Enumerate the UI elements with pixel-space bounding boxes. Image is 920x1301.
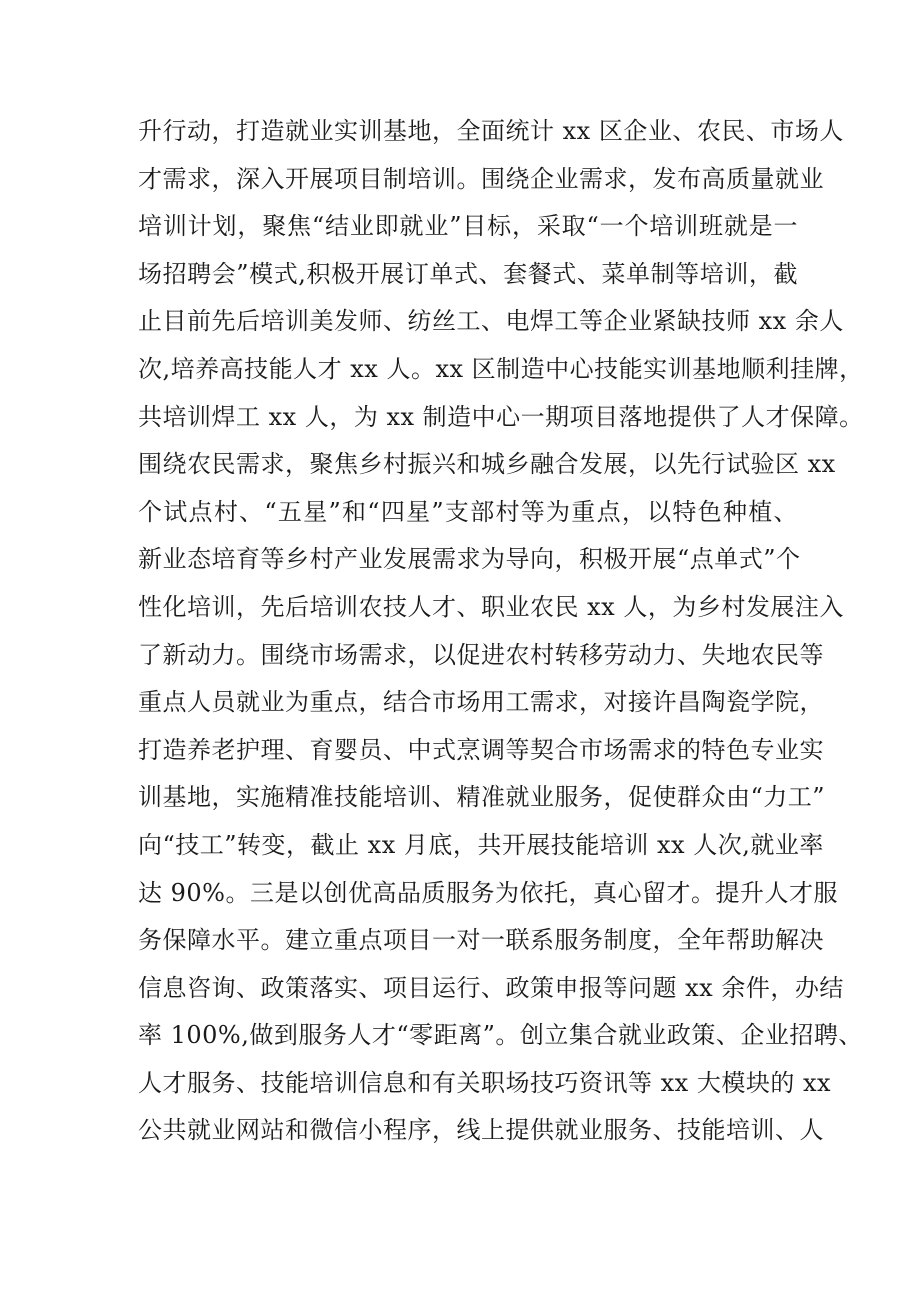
- text-line: 场招聘会”模式,积极开展订单式、套餐式、菜单制等培训，截: [138, 259, 798, 288]
- text-line: 务保障水平。建立重点项目一对一联系服务制度，全年帮助解决: [138, 926, 824, 955]
- text-line: 重点人员就业为重点，结合市场用工需求，对接许昌陶瓷学院，: [138, 688, 824, 717]
- text-line: 升行动，打造就业实训基地，全面统计 xx 区企业、农民、市场人: [138, 117, 844, 145]
- text-line: 向“技工”转变，截止 xx 月底，共开展技能培训 xx 人次,就业率: [138, 830, 824, 859]
- text-line: 新业态培育等乡村产业发展需求为导向，积极开展“点单式”个: [138, 545, 801, 574]
- text-line: 次,培养高技能人才 xx 人。xx 区制造中心技能实训基地顺利挂牌，: [138, 354, 864, 383]
- text-line: 了新动力。围绕市场需求，以促进农村转移劳动力、失地农民等: [138, 640, 824, 669]
- text-line: 人才服务、技能培训信息和有关职场技巧资讯等 xx 大模块的 xx: [138, 1068, 832, 1097]
- text-line: 达 90%。三是以创优高品质服务为依托，真心留才。提升人才服: [138, 878, 838, 907]
- text-line: 公共就业网站和微信小程序，线上提供就业服务、技能培训、人: [138, 1116, 824, 1145]
- text-line: 信息咨询、政策落实、项目运行、政策申报等问题 xx 余件，办结: [138, 973, 844, 1002]
- text-line: 止目前先后培训美发师、纺丝工、电焊工等企业紧缺技师 xx 余人: [138, 307, 844, 336]
- text-line: 率 100%,做到服务人才“零距离”。创立集合就业政策、企业招聘、: [138, 1021, 863, 1050]
- text-line: 围绕农民需求，聚焦乡村振兴和城乡融合发展，以先行试验区 xx: [138, 450, 836, 479]
- text-line: 共培训焊工 xx 人，为 xx 制造中心一期项目落地提供了人才保障。: [138, 402, 864, 431]
- text-line: 培训计划，聚焦“结业即就业”目标，采取“一个培训班就是一: [138, 212, 798, 241]
- text-line: 个试点村、“五星”和“四星”支部村等为重点，以特色种植、: [138, 497, 798, 526]
- text-line: 性化培训，先后培训农技人才、职业农民 xx 人，为乡村发展注入: [138, 592, 844, 621]
- text-line: 才需求，深入开展项目制培训。围绕企业需求，发布高质量就业: [138, 164, 824, 193]
- body-paragraph: [138, 108, 864, 1155]
- text-line: 训基地，实施精准技能培训、精准就业服务，促使群众由“力工”: [138, 783, 826, 812]
- text-line: 打造养老护理、育婴员、中式烹调等契合市场需求的特色专业实: [138, 735, 824, 764]
